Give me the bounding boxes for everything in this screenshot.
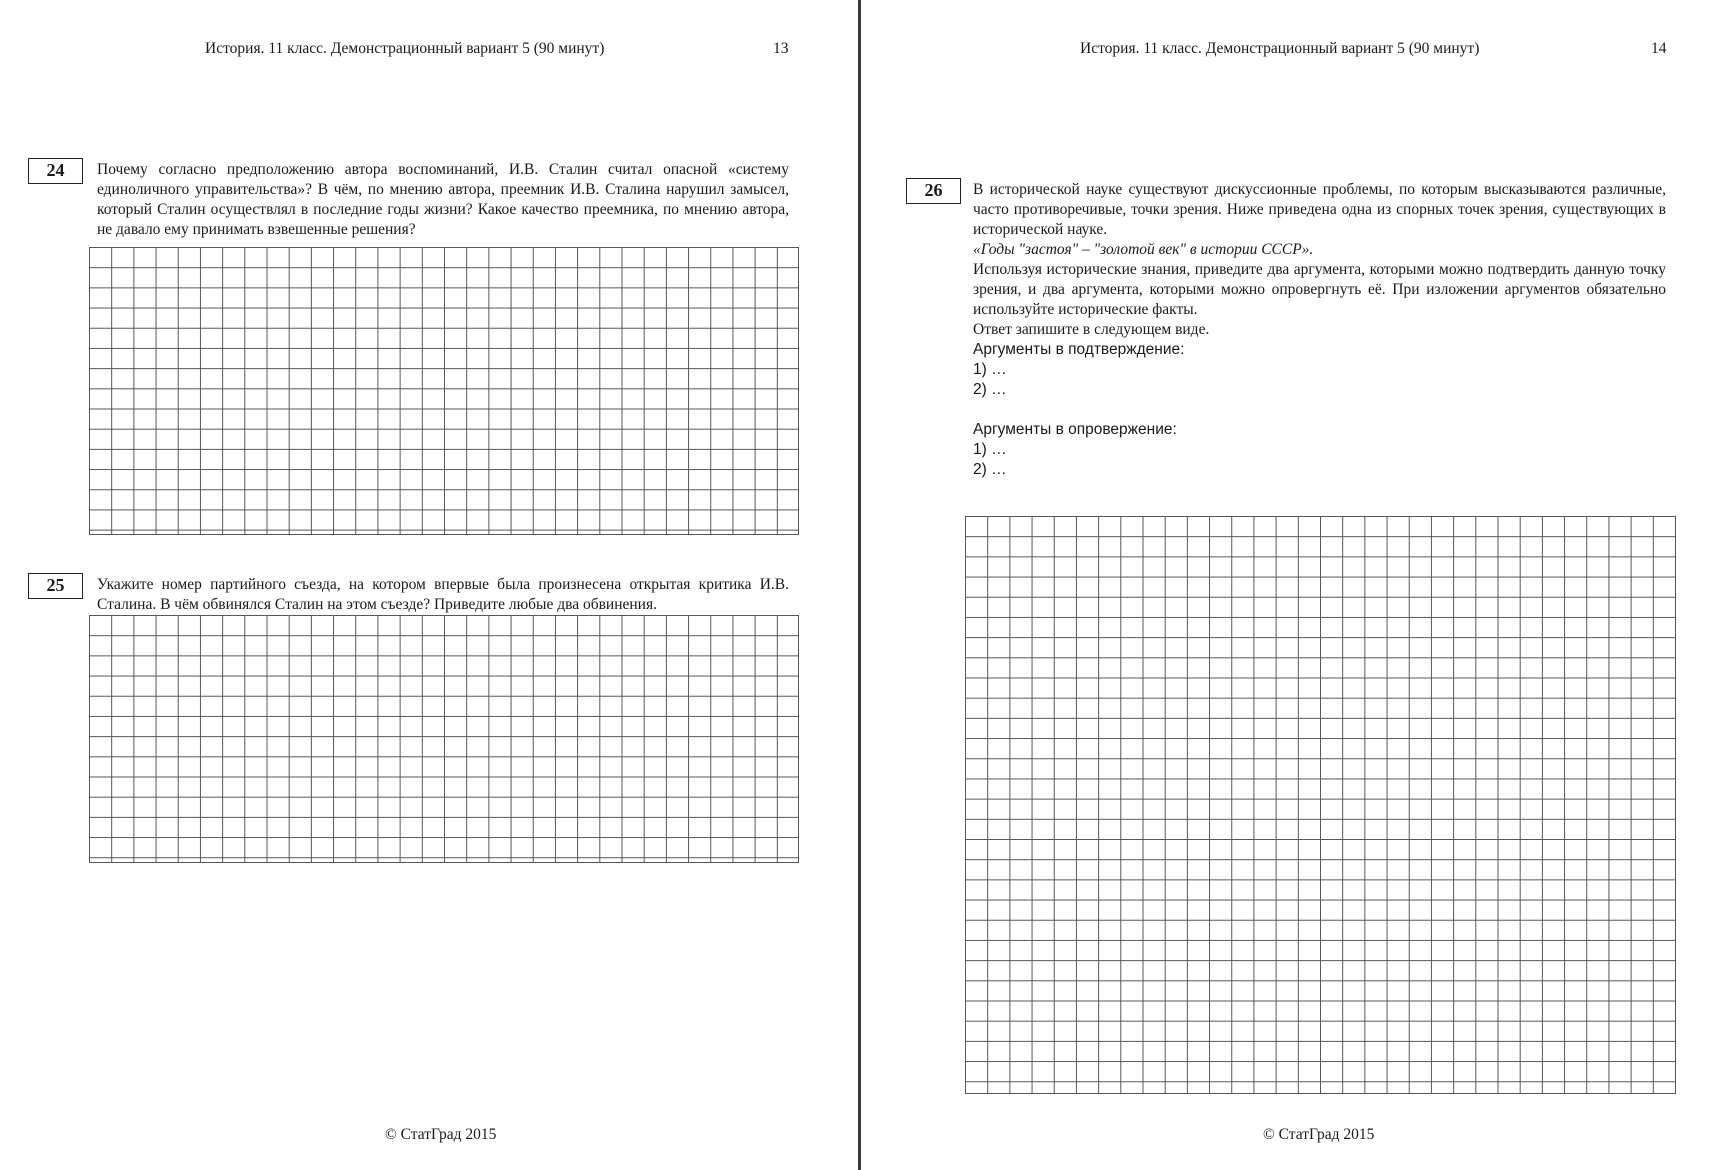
refute-argument-1: 1) … (973, 441, 1007, 458)
answer-grid-25[interactable] (89, 615, 799, 863)
footer-copyright-left: © СтатГрад 2015 (385, 1126, 497, 1143)
footer-copyright-right: © СтатГрад 2015 (1263, 1126, 1375, 1143)
support-argument-2: 2) … (973, 381, 1007, 398)
question-intro-26: В исторической науке существуют дискуссионные проблемы, по которым высказываются различные, часто противоречивые, точки зрения. Ниже приведена одна из спорных точек зрения, существующих в исторической науке. (973, 181, 1666, 238)
question-number-24: 24 (28, 158, 83, 184)
question-block-26 (973, 180, 1666, 480)
question-instruction-26: Используя исторические знания, приведите два аргумента, которыми можно подтвердить данную точку зрения, и два аргумента, которыми можно опровергнуть её. При изложении аргументов обязательно используйте исторические факты. (973, 261, 1666, 318)
refute-argument-2: 2) … (973, 461, 1007, 478)
header-title-right: История. 11 класс. Демонстрационный вариант 5 (90 минут) (1080, 40, 1480, 57)
question-text-24: Почему согласно предположению автора воспоминаний, И.В. Сталин считал опасной «систему единоличного управительства»? В чём, по мнению автора, преемник И.В. Сталина нарушил замысел, который Сталин осуществлял в последние годы жизни? Какое качество преемника, по мнению автора, не давало ему принимать взвешенные решения? (97, 161, 789, 238)
answer-grid-26[interactable] (965, 516, 1676, 1094)
question-text-25: Укажите номер партийного съезда, на котором впервые была произнесена открытая критика И.В. Сталина. В чём обвинялся Сталин на этом съезде? Приведите любые два обвинения. (97, 576, 789, 613)
header-title-left: История. 11 класс. Демонстрационный вариант 5 (90 минут) (205, 40, 605, 57)
answer-format-note: Ответ запишите в следующем виде. (973, 321, 1210, 338)
refute-arguments-label: Аргументы в опровержение: (973, 421, 1177, 438)
page-right (862, 0, 1722, 1170)
answer-grid-24[interactable] (89, 247, 799, 535)
page-left (0, 0, 858, 1170)
page-number-left: 13 (773, 40, 789, 57)
question-number-26: 26 (906, 178, 961, 204)
question-number-25: 25 (28, 573, 83, 599)
question-quote-26: «Годы "застоя" – "золотой век" в истории СССР». (973, 241, 1314, 258)
support-arguments-label: Аргументы в подтверждение: (973, 341, 1185, 358)
page-number-right: 14 (1651, 40, 1667, 57)
page-spine-divider (858, 0, 861, 1170)
support-argument-1: 1) … (973, 361, 1007, 378)
